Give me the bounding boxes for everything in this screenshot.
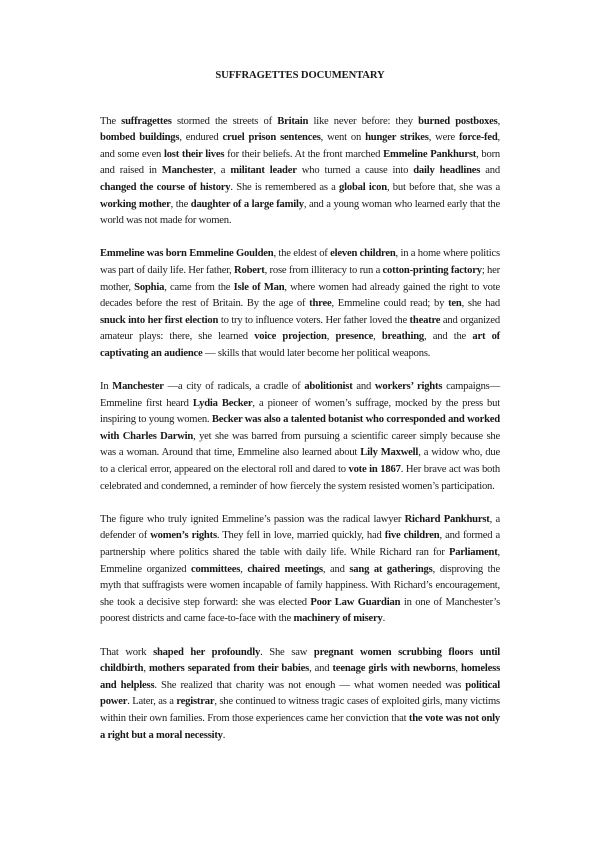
text-run: , [143,663,149,675]
bold-text: political power [100,679,500,708]
bold-text: registrar [176,696,215,708]
text-run: stormed the streets of [171,115,278,127]
bold-text: presence [335,331,374,343]
bold-text: committees [191,563,241,575]
bold-text: force-fed [458,132,498,144]
text-run: , and [322,563,350,575]
text-run: . [382,613,386,625]
bold-text: theatre [409,314,441,326]
text-run: , she continued to witness tragic cases of exploited girls, many victims within their own families. From those experiences came her conviction that [100,696,500,724]
text-run: , were [428,132,459,144]
text-run: , but before that, she was a [386,181,500,193]
bold-text: five children [384,530,440,542]
text-run: , she had [461,298,500,310]
bold-text: women’s rights [150,530,217,542]
bold-text: cotton-printing factory [382,264,482,276]
bold-text: Parliament [448,547,498,559]
paragraph-5 [100,645,500,745]
text-run: , and a young woman who learned early that the world was not made for women. [100,198,501,227]
text-run: , [497,115,501,127]
text-run: , a pioneer of women’s suffrage, mocked by the press but inspiring to young women. [100,397,500,426]
bold-text: the vote was not only a right but a moral necessity [100,712,500,741]
text-run: , where women had already gained the right to vote decades before the rest of Britain. By the age of [100,281,501,310]
bold-text: shaped her profoundly [153,646,261,658]
text-run: , endured [179,132,223,144]
bold-text: homeless and helpless [100,663,500,691]
bold-text: sang at gatherings [349,563,433,575]
bold-text: Robert [234,264,265,276]
text-run: In [100,381,113,393]
bold-text: vote in 1867 [348,464,401,476]
text-run: ; her mother, [100,264,500,293]
text-run: . Later, as a [127,696,177,708]
text-run: , Emmeline organized [100,547,500,575]
text-run: , and the [424,331,473,343]
text-run: , [240,563,248,575]
text-run: to try to influence voters. Her father loved the [218,314,410,326]
text-run: , the [170,198,191,210]
text-run: and [480,165,500,177]
text-run: , and formed a partnership where politics shared the table with daily life. While Richard ran for [100,530,500,559]
bold-text: abolitionist [304,381,353,393]
bold-text: snuck into her first election [100,314,219,326]
bold-text: ten [448,298,462,310]
text-run: , rose from illiteracy to run a [264,264,383,276]
bold-text: Britain [277,115,309,127]
text-run: , disproving the myth that suffragists were women incapable of family happiness. With Richard’s encouragement, she took a decisive step forward: she was elected [100,563,501,608]
bold-text: hunger strikes [365,132,429,144]
bold-text: Sophia [134,281,165,293]
bold-text: cruel prison sentences [222,132,321,144]
text-run: , Emmeline could read; by [331,298,449,310]
document-page [100,68,500,761]
text-run: . They fell in love, married quickly, had [216,530,385,542]
text-run: , a defender of [100,513,500,542]
text-run: , the eldest of [273,248,331,260]
bold-text: three [309,298,332,310]
paragraph-4 [100,512,500,628]
bold-text: bombed buildings [100,132,180,144]
text-run: campaigns— Emmeline first heard [100,381,500,409]
text-run: , yet she was barred from pursuing a scientific career simply because she was a woman. Around that time, Emmeline also learned about [100,430,500,459]
bold-text: workers’ rights [374,381,443,393]
bold-text: daughter of a large family [190,198,304,210]
text-run: , and some even [100,132,500,160]
bold-text: pregnant women scrubbing floors until childbirth [100,646,501,675]
bold-text: Isle of Man [233,281,285,293]
bold-text: Emmeline Pankhurst [383,148,477,160]
bold-text: art of captivating an audience [100,331,500,359]
bold-text: daily headlines [413,165,481,177]
text-run: The [100,115,122,127]
text-run: , [373,331,382,343]
bold-text: mothers separated from their babies [148,663,310,675]
bold-text: machinery of misery [293,613,383,625]
text-run: , came from the [164,281,234,293]
text-run: — skills that would later become her political weapons. [202,347,431,359]
bold-text: teenage girls with newborns [332,663,456,675]
bold-text: working mother [100,198,171,210]
text-run: , born and raised in [100,148,501,177]
text-run: who turned a cause into [296,165,414,177]
bold-text: Emmeline was born Emmeline Goulden [100,248,274,260]
bold-text: Poor Law Guardian [310,596,401,608]
bold-text: voice projection [254,331,327,343]
text-run: , and [309,663,333,675]
text-run: , went on [320,132,366,144]
text-run: , in a home where politics was part of daily life. Her father, [100,248,500,276]
bold-text: global icon [339,181,387,193]
bold-text: eleven children [330,248,396,260]
paragraph-3 [100,379,500,495]
bold-text: Manchester [112,381,164,393]
bold-text: Lydia Becker [192,397,253,409]
text-run: , a [213,165,231,177]
text-run: . She saw [260,646,314,658]
bold-text: changed the course of history [100,181,231,193]
text-run: , a widow who, due to a clerical error, appeared on the electoral roll and dared to [100,447,500,476]
text-run: . She realized that charity was not enough — what women needed was [154,679,466,691]
text-run: , [455,663,461,675]
bold-text: Becker was also a talented botanist who corresponded and worked with Charles Darwin [100,414,500,442]
bold-text: chaired meetings [247,563,323,575]
bold-text: lost their lives [163,148,225,160]
bold-text: Manchester [161,165,214,177]
paragraph-2 [100,246,500,362]
bold-text: burned postboxes [418,115,498,127]
text-run: . [222,729,226,741]
text-run: like never before: they [308,115,419,127]
text-run: That work [100,646,154,658]
text-run: for their beliefs. At the front marched [224,148,384,160]
text-run: . Her brave act was both celebrated and condemned, a reminder of how fiercely the system resisted women’s participation. [100,464,500,492]
bold-text: Richard Pankhurst [404,513,490,525]
text-run: in one of Manchester’s poorest districts and came face-to-face with the [100,596,501,625]
text-run: —a city of radicals, a cradle of [163,381,305,393]
bold-text: militant leader [230,165,297,177]
bold-text: suffragettes [121,115,172,127]
text-run: and [352,381,375,393]
text-run: , [326,331,336,343]
text-run: . She is remembered as a [230,181,340,193]
paragraph-1 [100,114,500,230]
document-title: SUFFRAGETTES DOCUMENTARY [215,70,385,81]
text-run: The figure who truly ignited Emmeline’s passion was the radical lawyer [100,513,405,525]
bold-text: breathing [381,331,424,343]
text-run: and organized amateur plays: there, she learned [100,314,500,343]
bold-text: Lily Maxwell [360,447,419,459]
